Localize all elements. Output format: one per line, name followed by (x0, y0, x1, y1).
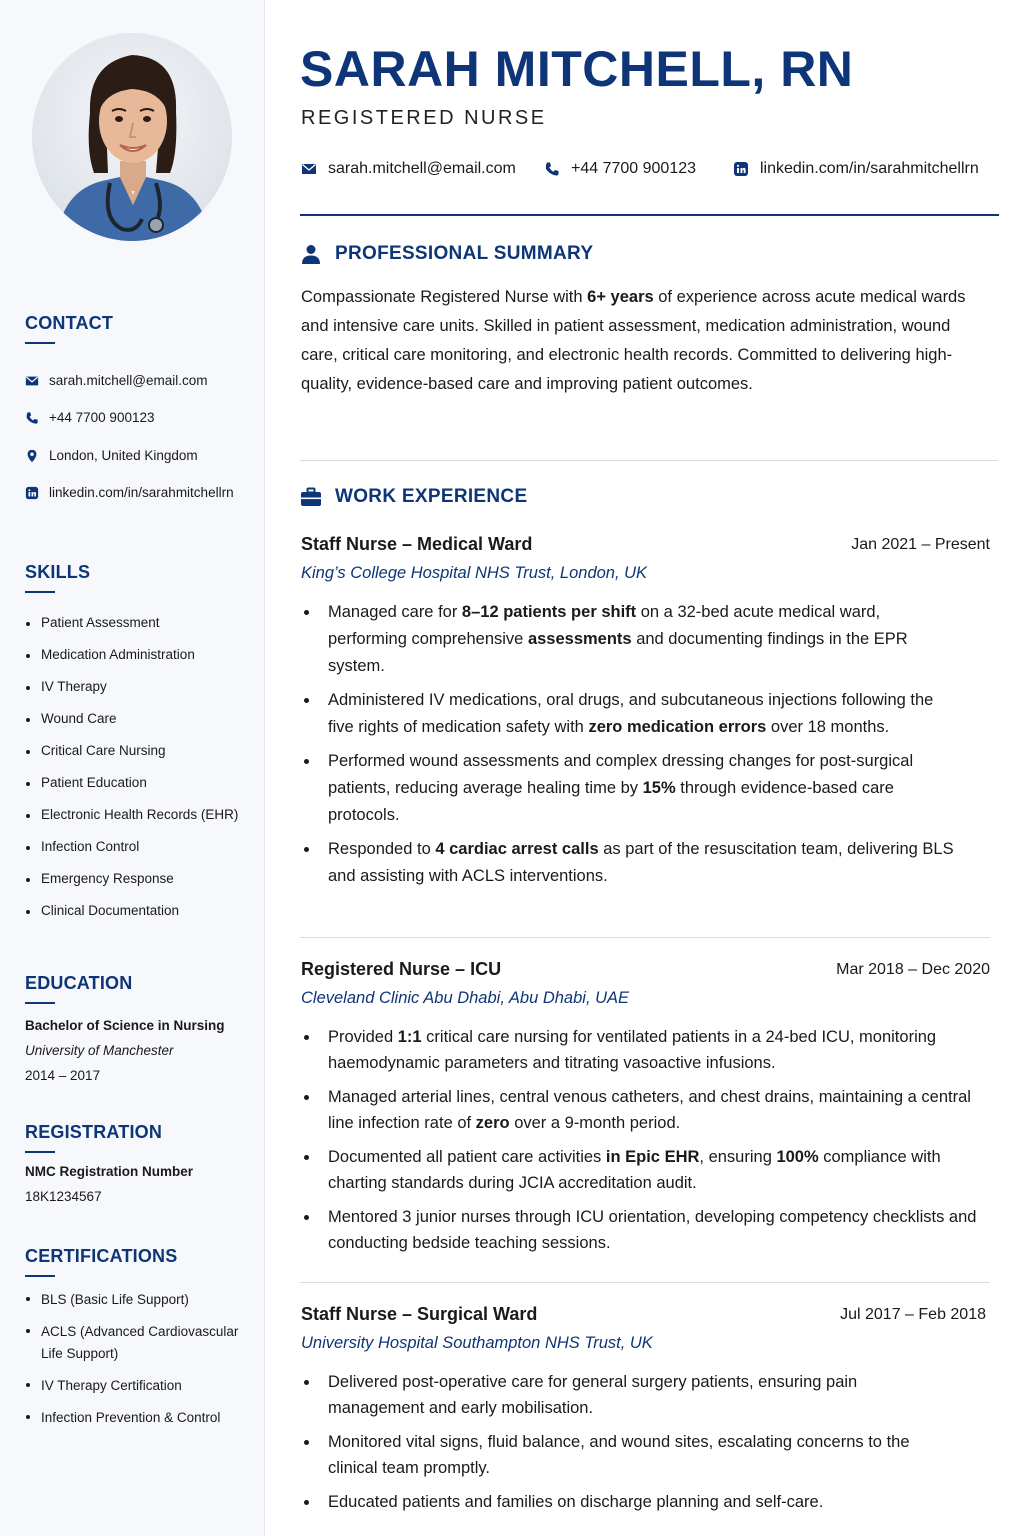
job-organization: Cleveland Clinic Abu Dhabi, Abu Dhabi, UAE (301, 989, 630, 1007)
bullet-highlight: assessments (527, 630, 632, 648)
registration-number: 18K1234567 (25, 1189, 102, 1204)
bullet-text: Mentored 3 junior nurses through ICU orientation, developing competency checklists and conducting bedside teaching sessions. (328, 1208, 977, 1252)
job-title: Staff Nurse – Surgical Ward (301, 1304, 538, 1324)
job-dates: Jan 2021 – Present (851, 536, 990, 553)
certifications-heading-rule (25, 1275, 55, 1277)
sidebar (0, 0, 265, 1536)
job-bullet (301, 836, 961, 890)
skill-item: Clinical Documentation (25, 902, 238, 934)
phone-icon (25, 411, 39, 425)
envelope-icon (25, 374, 39, 388)
job-bullet (301, 599, 961, 680)
bullet-highlight: 1:1 (397, 1028, 422, 1046)
bullet-text: as part of the resuscitation team, delivering BLS and assisting with ACLS interventions. (328, 840, 954, 885)
job-bullet (301, 1429, 941, 1481)
bullet-text: Responded to (328, 840, 436, 858)
job-bullets (301, 1024, 981, 1264)
job-organization: King’s College Hospital NHS Trust, London, UK (301, 564, 648, 582)
job-bullet (301, 1204, 981, 1256)
bullet-highlight: zero (475, 1114, 510, 1132)
skill-item: Medication Administration (25, 646, 238, 678)
job-organization: University Hospital Southampton NHS Trust, UK (301, 1334, 653, 1352)
certifications-heading: CERTIFICATIONS (25, 1246, 178, 1266)
phone-icon (544, 161, 560, 177)
certification-item: IV Therapy Certification (25, 1375, 250, 1397)
skills-heading: SKILLS (25, 562, 91, 582)
job-bullet (301, 1369, 941, 1421)
certification-item: BLS (Basic Life Support) (25, 1289, 250, 1311)
sidebar-linkedin-text: linkedin.com/in/sarahmitchellrn (49, 485, 234, 500)
bullet-text: Educated patients and families on discharge planning and self-care. (328, 1493, 824, 1511)
sidebar-email-text: sarah.mitchell@email.com (49, 373, 208, 388)
job-bullet (301, 1144, 981, 1196)
bullet-text: compliance with charting standards during JCIA accreditation audit. (328, 1148, 941, 1192)
envelope-icon (301, 161, 317, 177)
experience-heading (300, 486, 527, 508)
summary-heading (300, 243, 593, 265)
education-school: University of Manchester (25, 1043, 174, 1058)
education-heading: EDUCATION (25, 973, 133, 993)
job-bullet (301, 687, 961, 741)
sidebar-contact-location (25, 448, 198, 463)
certification-item: Infection Prevention & Control (25, 1407, 250, 1429)
nurse-portrait-image (32, 33, 232, 241)
summary-part: Compassionate Registered Nurse with (301, 288, 588, 306)
bullet-text: critical care nursing for ventilated patients in a 24-bed ICU, monitoring haemodynamic parameters and titrating vasoactive infusions. (328, 1028, 937, 1072)
bullet-text: over a 9-month period. (509, 1114, 681, 1132)
education-degree: Bachelor of Science in Nursing (25, 1018, 225, 1033)
header-phone[interactable] (544, 160, 696, 178)
bullet-text: Managed arterial lines, central venous catheters, and chest drains, maintaining a central line infection rate of (328, 1088, 971, 1132)
job-bullet (301, 1489, 941, 1515)
summary-text (301, 283, 991, 399)
summary-highlight: 6+ years (587, 288, 654, 306)
candidate-role: REGISTERED NURSE (301, 107, 547, 129)
linkedin-icon (733, 161, 749, 177)
certifications-list (25, 1289, 250, 1439)
bullet-highlight: 4 cardiac arrest calls (435, 840, 599, 858)
job-dates: Jul 2017 – Feb 2018 (840, 1306, 986, 1323)
map-pin-icon (25, 449, 39, 463)
section-divider (300, 460, 998, 461)
contact-heading: CONTACT (25, 313, 114, 333)
sidebar-contact-phone[interactable] (25, 410, 154, 425)
skills-heading-rule (25, 591, 55, 593)
sidebar-contact-email[interactable] (25, 373, 208, 388)
bullet-text: Managed care for (328, 603, 462, 621)
skill-item: Infection Control (25, 838, 238, 870)
skill-item: Critical Care Nursing (25, 742, 238, 774)
person-icon (300, 243, 322, 265)
bullet-text: Monitored vital signs, fluid balance, and wound sites, escalating concerns to the clinical team promptly. (328, 1433, 910, 1477)
skill-item: Patient Education (25, 774, 238, 806)
bullet-text: on a 32-bed acute medical ward, performing comprehensive (328, 603, 881, 648)
job-bullet (301, 748, 961, 829)
job-bullet (301, 1024, 981, 1076)
registration-label: NMC Registration Number (25, 1164, 194, 1179)
header-linkedin[interactable] (733, 160, 979, 178)
sidebar-phone-text: +44 7700 900123 (49, 410, 155, 425)
education-years: 2014 – 2017 (25, 1068, 101, 1083)
skill-item: Electronic Health Records (EHR) (25, 806, 238, 838)
job-title: Staff Nurse – Medical Ward (301, 534, 533, 554)
bullet-highlight: 15% (642, 779, 676, 797)
bullet-text: through evidence-based care protocols. (328, 779, 894, 824)
profile-photo (32, 33, 232, 241)
job-bullets (301, 1369, 941, 1523)
sidebar-location-text: London, United Kingdom (49, 448, 198, 463)
registration-heading-rule (25, 1151, 55, 1153)
sidebar-contact-linkedin[interactable] (25, 485, 234, 500)
bullet-highlight: 8–12 patients per shift (461, 603, 637, 621)
bullet-text: Provided (328, 1028, 398, 1046)
skills-list (25, 614, 238, 934)
header-email[interactable] (301, 160, 516, 178)
bullet-text: Performed wound assessments and complex dressing changes for post-surgical patients, reducing average healing time by (328, 752, 914, 797)
bullet-text: Documented all patient care activities (328, 1148, 606, 1166)
header-phone-text: +44 7700 900123 (571, 160, 697, 177)
contact-heading-rule (25, 342, 55, 344)
header-linkedin-text: linkedin.com/in/sarahmitchellrn (760, 160, 979, 177)
bullet-text: Delivered post-operative care for general surgery patients, ensuring pain management and early mobilisation. (328, 1373, 858, 1417)
header-divider (300, 214, 999, 216)
job-bullets (301, 599, 961, 897)
job-dates: Mar 2018 – Dec 2020 (836, 961, 990, 978)
bullet-highlight: zero medication errors (588, 718, 767, 736)
certification-item: ACLS (Advanced Cardiovascular Life Support) (25, 1321, 250, 1365)
bullet-text: over 18 months. (766, 718, 890, 736)
job-title: Registered Nurse – ICU (301, 959, 502, 979)
bullet-text: , ensuring (699, 1148, 777, 1166)
registration-heading: REGISTRATION (25, 1122, 163, 1142)
summary-heading-text: PROFESSIONAL SUMMARY (335, 243, 594, 264)
experience-heading-text: WORK EXPERIENCE (335, 486, 528, 507)
bullet-highlight: 100% (776, 1148, 819, 1166)
skill-item: Wound Care (25, 710, 238, 742)
skill-item: IV Therapy (25, 678, 238, 710)
briefcase-icon (300, 486, 322, 508)
education-heading-rule (25, 1002, 55, 1004)
bullet-text: and documenting findings in the EPR system. (328, 630, 908, 675)
linkedin-icon (25, 486, 39, 500)
header-email-text: sarah.mitchell@email.com (328, 160, 516, 177)
candidate-name: SARAH MITCHELL, RN (300, 41, 854, 97)
job-bullet (301, 1084, 981, 1136)
job-divider (300, 937, 990, 938)
skill-item: Patient Assessment (25, 614, 238, 646)
bullet-text: Administered IV medications, oral drugs, and subcutaneous injections following the five rights of medication safety with (328, 691, 934, 736)
job-divider (300, 1282, 990, 1283)
skill-item: Emergency Response (25, 870, 238, 902)
bullet-highlight: in Epic EHR (605, 1148, 700, 1166)
summary-part: of experience across acute medical wards and intensive care units. Skilled in patient assessment, medication administration, wound care, critical care monitoring, and electronic health records. Committed to delivering high-quality, evidence-based care and improving patient outcomes. (301, 288, 966, 393)
